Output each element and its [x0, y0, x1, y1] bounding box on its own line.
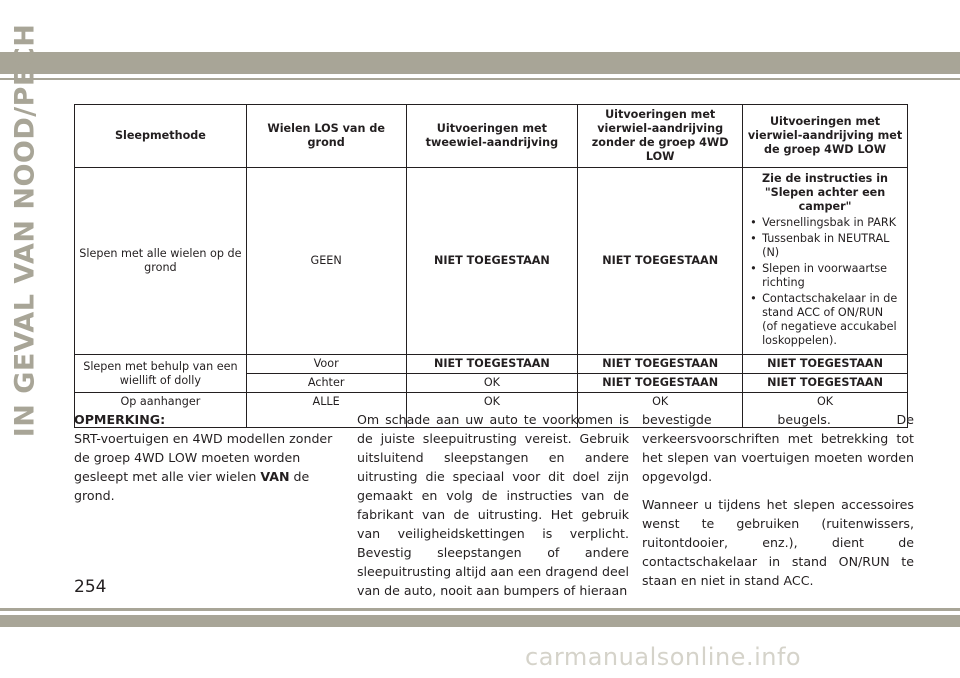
- header-rule: [0, 78, 960, 80]
- body-paragraph: Wanneer u tijdens het slepen accessoires wenst te gebruiken (ruitenwissers, ruitontdooier, enz.), dient de contactschakelaar in stand ON/RUN te staan en niet in stand ACC.: [642, 497, 914, 588]
- note-text-end: de grond.: [74, 469, 310, 503]
- towing-table: [74, 104, 908, 428]
- cell-four-wd-no-low: NIET TOEGESTAAN: [578, 168, 743, 355]
- side-tab-label: IN GEVAL VAN NOOD/PECH: [9, 23, 41, 437]
- note-heading: OPMERKING:: [74, 412, 166, 427]
- footer-band: [0, 615, 960, 627]
- cell-four-wd-no-low: NIET TOEGESTAAN: [578, 374, 743, 393]
- header-four-wheel-drive-low: Uitvoeringen met vierwiel-aandrijving met de groep 4WD LOW: [743, 105, 908, 168]
- cell-four-wd-low: NIET TOEGESTAAN: [743, 355, 908, 374]
- list-item: • Contactschakelaar in de stand ACC of ON/RUN (of negatieve accukabel loskoppelen).: [762, 292, 901, 348]
- cell-method: Op aanhanger: [75, 393, 247, 428]
- cell-wheels: GEEN: [246, 168, 406, 355]
- footer-rule: [0, 608, 960, 611]
- cell-four-wd-low: NIET TOEGESTAAN: [743, 374, 908, 393]
- table-row: [75, 168, 908, 355]
- header-towing-method: Sleepmethode: [75, 105, 247, 168]
- body-paragraph: bevestigde beugels. De verkeersvoorschriften met betrekking tot het slepen van voertuigen moeten worden opgevolgd.: [642, 412, 914, 484]
- cell-wheels: ALLE: [246, 393, 406, 428]
- body-paragraph: Om schade aan uw auto te voorkomen is de juiste sleepuitrusting vereist. Gebruik uitsluitend sleepstangen en andere uitrusting die speciaal voor dit doel zijn gemaakt en volg de instructies van de fabrikant van de uitrusting. Het gebruik van veiligheidskettingen is verplicht. Bevestig sleepstangen of andere sleepuitrusting altijd aan een dragend deel van de auto, nooit aan bumpers of hieraan: [357, 412, 629, 598]
- instructions-heading: Zie de instructies in "Slepen achter een camper": [762, 172, 889, 213]
- note-text: SRT-voertuigen en 4WD modellen zonder de groep 4WD LOW moeten worden gesleept met alle vier wielen: [74, 431, 333, 484]
- cell-two-wd: NIET TOEGESTAAN: [406, 355, 578, 374]
- cell-method: Slepen met alle wielen op de grond: [75, 168, 247, 355]
- page-number: 254: [74, 577, 107, 597]
- cell-two-wd: OK: [406, 374, 578, 393]
- cell-wheels: Voor: [246, 355, 406, 374]
- cell-method: Slepen met behulp van een wiellift of dolly: [75, 355, 247, 393]
- cell-two-wd: NIET TOEGESTAAN: [406, 168, 578, 355]
- list-item: • Versnellingsbak in PARK: [762, 216, 901, 230]
- section-side-tab: [4, 23, 46, 437]
- header-band: [0, 52, 960, 74]
- body-column-3: [642, 410, 914, 599]
- cell-four-wd-low-instructions: [743, 168, 908, 355]
- cell-four-wd-no-low: OK: [578, 393, 743, 428]
- note-column: [74, 410, 346, 514]
- list-item: • Tussenbak in NEUTRAL (N): [762, 232, 901, 260]
- table-row: [75, 355, 908, 374]
- cell-four-wd-no-low: NIET TOEGESTAAN: [578, 355, 743, 374]
- note-emphasis: VAN: [260, 469, 290, 484]
- table-header-row: [75, 105, 908, 168]
- cell-wheels: Achter: [246, 374, 406, 393]
- instructions-list: [749, 216, 901, 348]
- header-four-wheel-drive-no-low: Uitvoeringen met vierwiel-aandrijving zonder de groep 4WD LOW: [578, 105, 743, 168]
- list-item: • Slepen in voorwaartse richting: [762, 262, 901, 290]
- cell-four-wd-low: OK: [743, 393, 908, 428]
- cell-two-wd: OK: [406, 393, 578, 428]
- header-two-wheel-drive: Uitvoeringen met tweewiel-aandrijving: [406, 105, 578, 168]
- note-paragraph: [74, 410, 346, 505]
- watermark: carmanualsonline.info: [525, 643, 802, 671]
- body-column-2: [357, 410, 629, 609]
- header-wheels-off-ground: Wielen LOS van de grond: [246, 105, 406, 168]
